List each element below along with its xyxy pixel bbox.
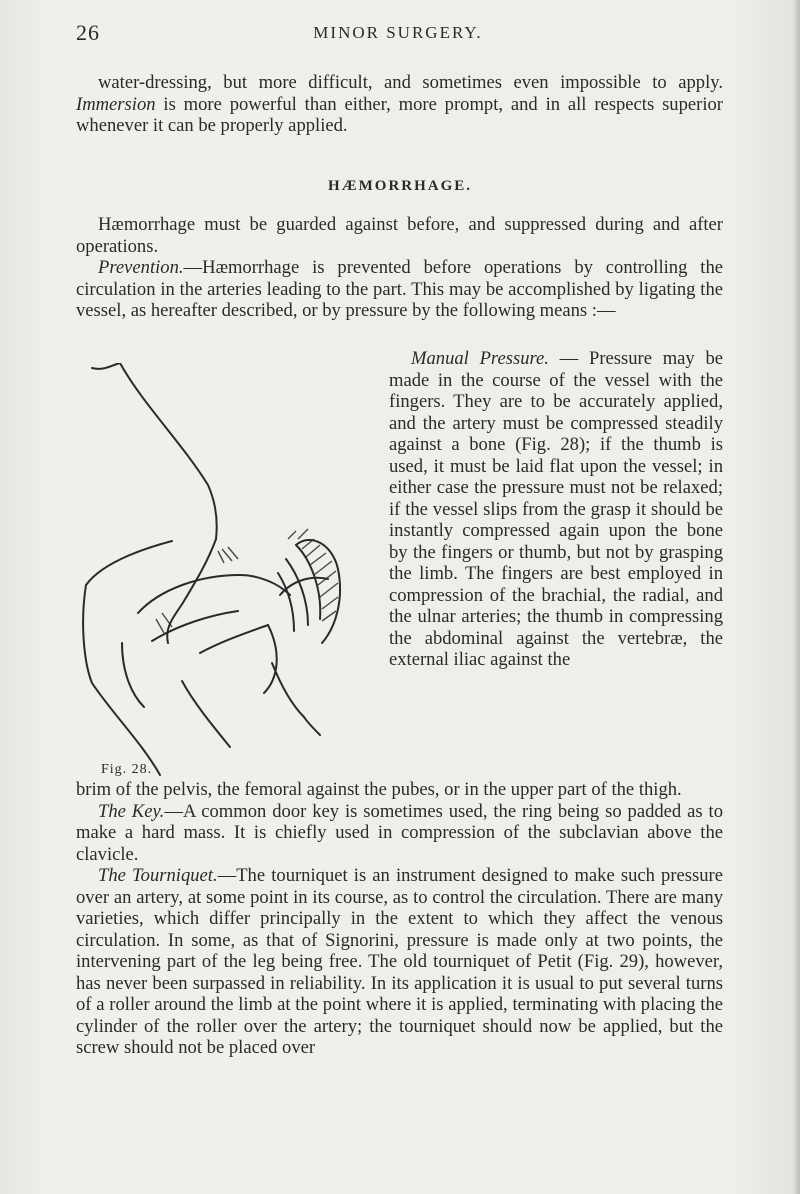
prevention-text: —Hæmorrhage is prevented before operations by controlling the circulation in the arteries leading to the part. This may be accomplished by ligating the vessel, as hereafter described, or by pressure by the following means :— [76, 257, 723, 321]
manual-pressure-text: — Pressure may be made in the course of the vessel with the fingers. They are to be accurately applied, and the artery must be compressed steadily against a bone (Fig. 28); if the thumb is used, it must be laid flat upon the vessel; in either case the pressure must not be relaxed; if the vessel slips from the grasp it should be instantly compressed again upon the bone by the fingers or thumb, but not by grasping the limb. The fingers are best employed in compression of the brachial, the radial, and the ulnar arteries; the thumb in compressing the abdominal against the vertebræ, the external iliac against the [389, 348, 724, 670]
figure-caption: Fig. 28. [101, 762, 153, 777]
key-title: The Key. [98, 800, 165, 822]
intro-paragraph [76, 72, 723, 137]
key-text: —A common door key is sometimes used, the ring being so padded as to make a hard mass. It is chiefly used in compression of the subclavian above the clavicle. [76, 800, 723, 865]
hand-compressing-artery-illustration [82, 363, 372, 783]
body-top [76, 214, 723, 322]
manual-pressure-column [389, 348, 723, 671]
page-number: 26 [76, 20, 100, 45]
intro-text: water-dressing, but more difficult, and sometimes even impossible to apply. [98, 72, 723, 93]
running-head: MINOR SURGERY. [313, 23, 483, 42]
manual-pressure-title: Manual Pressure. [411, 348, 549, 369]
page-header [76, 20, 720, 50]
manual-pressure-continued: brim of the pelvis, the femoral against the pubes, or in the upper part of the thigh. [76, 779, 682, 800]
immersion-term: Immersion [76, 93, 156, 115]
section-heading: HÆMORRHAGE. [327, 178, 473, 194]
key-paragraph [76, 801, 723, 866]
intro-text-after: is more powerful than either, more prompt, and in all respects superior whenever it can be properly applied. [76, 93, 723, 136]
body-bottom [76, 779, 723, 1059]
prevention-title: Prevention. [98, 257, 184, 278]
prevention-paragraph [76, 257, 723, 322]
tourniquet-text: —The tourniquet is an instrument designed to make such pressure over an artery, at some point in its course, as to control the circulation. There are many varieties, which differ principally in the extent to which they affect the venous circulation. In some, as that of Signorini, pressure is made only at two points, the intervening part of the leg being free. The old tourniquet of Petit (Fig. 29), however, has never been surpassed in reliability. In its application it is usual to put several turns of a roller around the limb at the point where it is applied, terminating with placing the cylinder of the roller over the artery; the tourniquet should now be applied, but the screw should not be placed over [76, 865, 723, 1058]
tourniquet-title: The Tourniquet. [98, 865, 218, 886]
tourniquet-paragraph [76, 865, 723, 1059]
haemorrhage-paragraph: Hæmorrhage must be guarded against before, and suppressed during and after operations. [76, 214, 723, 257]
